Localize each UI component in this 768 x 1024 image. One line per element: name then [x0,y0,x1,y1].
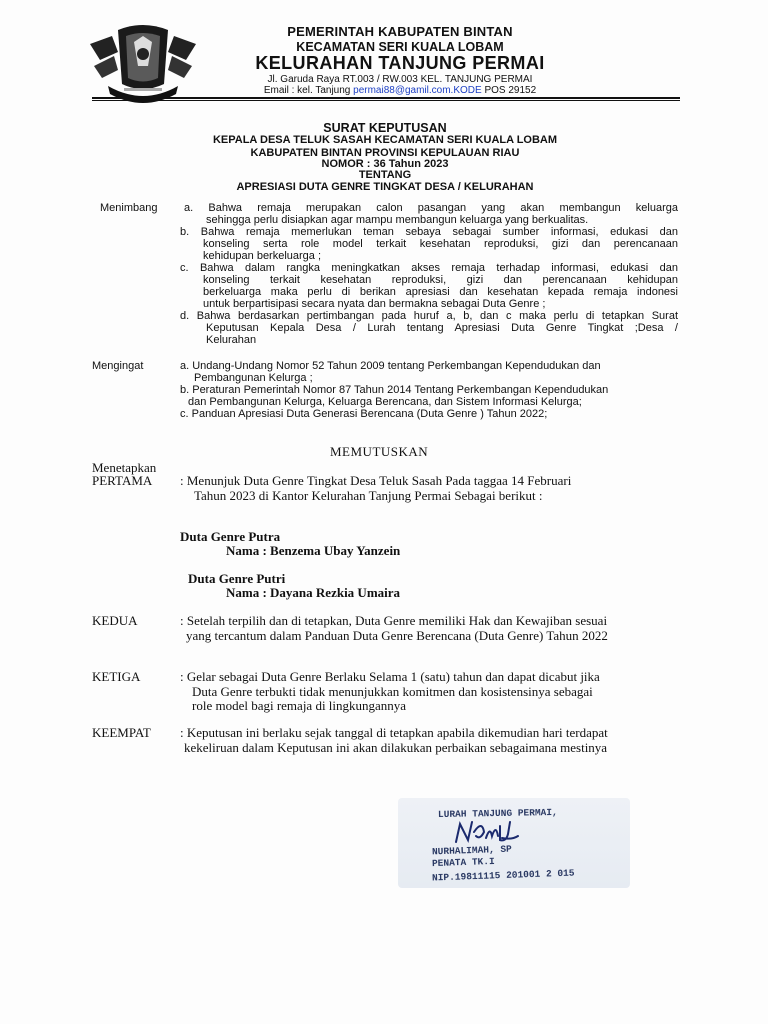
email-link[interactable]: permai88@gamil.com.KODE [353,85,482,96]
kedua-label: KEDUA [92,613,138,628]
menimbang-line: konseling terkait kesehatan reproduksi, gizi dan perencanaan kehidupan [203,274,678,286]
kedua-text: : Setelah terpilih dan di tetapkan, Duta Genre memiliki Hak dan Kewajiban sesuai [180,613,608,628]
header-government: PEMERINTAH KABUPATEN BINTAN [287,24,513,39]
ketiga-text: role model bagi remaja di lingkungannya [192,698,407,713]
putri-name: Nama : Dayana Rezkia Umaira [226,585,401,600]
signature-nip: NIP.19811115 201001 2 015 [431,867,575,884]
menimbang-line: untuk berpartisipasi secara nyata dan bermakna sebagai Duta Genre ; [203,298,546,310]
email-suffix: POS 29152 [481,85,537,96]
mengingat-line: dan Pembangunan Kelurga, Keluarga Berencana, dan Sistem Informasi Kelurga; [188,396,582,408]
header-rule-thin [92,100,680,101]
menimbang-line: Keputusan Kepala Desa / Lurah tentang Apresiasi Duta Genre Tingkat ;Desa / [206,322,678,334]
header-address: Jl. Garuda Raya RT.003 / RW.003 KEL. TANJUNG PERMAI [267,74,533,85]
mengingat-line: c. Panduan Apresiasi Duta Generasi Berencana (Duta Genre ) Tahun 2022; [180,408,548,420]
email-prefix: Email : kel. Tanjung [263,85,354,96]
keempat-label: KEEMPAT [92,725,151,740]
doc-title-issuer: KEPALA DESA TELUK SASAH KECAMATAN SERI KUALA LOBAM [212,134,558,146]
mengingat-line: a. Undang-Undang Nomor 52 Tahun 2009 tentang Perkembangan Kependudukan dan [180,360,601,372]
menimbang-line: c. Bahwa dalam rangka meningkatkan akses remaja terhadap informasi, edukasi dan [180,262,678,274]
menimbang-line: a. Bahwa remaja merupakan calon pasangan yang akan membangun keluarga [184,202,678,214]
menimbang-line: konseling serta role model terkait kesehatan reproduksi, gizi dan perencanaan [203,238,678,250]
menimbang-line: b. Bahwa remaja memerlukan teman sebaya sebagai sumber informasi, edukasi dan [180,226,678,238]
header-email [205,85,595,96]
doc-number: NOMOR : 36 Tahun 2023 [321,158,449,170]
doc-about: TENTANG [358,169,412,181]
header-rule [92,97,680,99]
doc-title: SURAT KEPUTUSAN [323,121,447,135]
doc-title-region: KABUPATEN BINTAN PROVINSI KEPULAUAN RIAU [250,147,520,159]
mengingat-line: Pembangunan Kelurga ; [194,372,313,384]
doc-subject: APRESIASI DUTA GENRE TINGKAT DESA / KELURAHAN [236,181,534,193]
mengingat-label: Mengingat [92,360,144,372]
putra-name: Nama : Benzema Ubay Yanzein [226,543,401,558]
menimbang-line: berkeluarga maka perlu di berikan apresiasi dan kesehatan kepada remaja indonesi [203,286,678,298]
ketiga-label: KETIGA [92,669,141,684]
signature-office: LURAH TANJUNG PERMAI, [437,806,558,821]
putra-title: Duta Genre Putra [180,529,281,544]
pertama-text: Tahun 2023 di Kantor Kelurahan Tanjung Permai Sebagai berikut : [194,488,543,503]
header-village: KELURAHAN TANJUNG PERMAI [255,53,545,73]
menimbang-line: sehingga perlu disiapkan agar mampu membangun keluarga yang berkualitas. [206,214,589,226]
signature-name: NURHALIMAH, SP [431,843,512,858]
menimbang-line: d. Bahwa berdasarkan pertimbangan pada huruf a, b, dan c maka perlu di tetapkan Surat [180,310,678,322]
putri-title: Duta Genre Putri [188,571,286,586]
kedua-text: yang tercantum dalam Panduan Duta Genre Berencana (Duta Genre) Tahun 2022 [186,628,608,643]
header-district: KECAMATAN SERI KUALA LOBAM [296,40,504,54]
ketiga-text: Duta Genre terbukti tidak menunjukkan komitmen dan kosistensinya sebagai [192,684,593,699]
menimbang-label: Menimbang [100,202,158,214]
menimbang-line: kehidupan berkeluarga ; [203,250,322,262]
mengingat-line: b. Peraturan Pemerintah Nomor 87 Tahun 2014 Tentang Perkembangan Kependudukan [180,384,609,396]
signature-rank: PENATA TK.I [431,855,495,870]
keempat-text: : Keputusan ini berlaku sejak tanggal di tetapkan apabila dikemudian hari terdapat [180,725,608,740]
keempat-text: kekeliruan dalam Keputusan ini akan dilakukan perbaikan sebagaimana mestinya [184,740,608,755]
decision-heading: MEMUTUSKAN [330,444,429,459]
menetapkan-label: Menetapkan [92,460,157,475]
pertama-text: : Menunjuk Duta Genre Tingkat Desa Teluk Sasah Pada taggaa 14 Februari [180,473,572,488]
menimbang-line: Kelurahan [206,334,257,346]
ketiga-text: : Gelar sebagai Duta Genre Berlaku Selama 1 (satu) tahun dan dapat dicabut jika [180,669,600,684]
pertama-label: PERTAMA [92,473,153,488]
